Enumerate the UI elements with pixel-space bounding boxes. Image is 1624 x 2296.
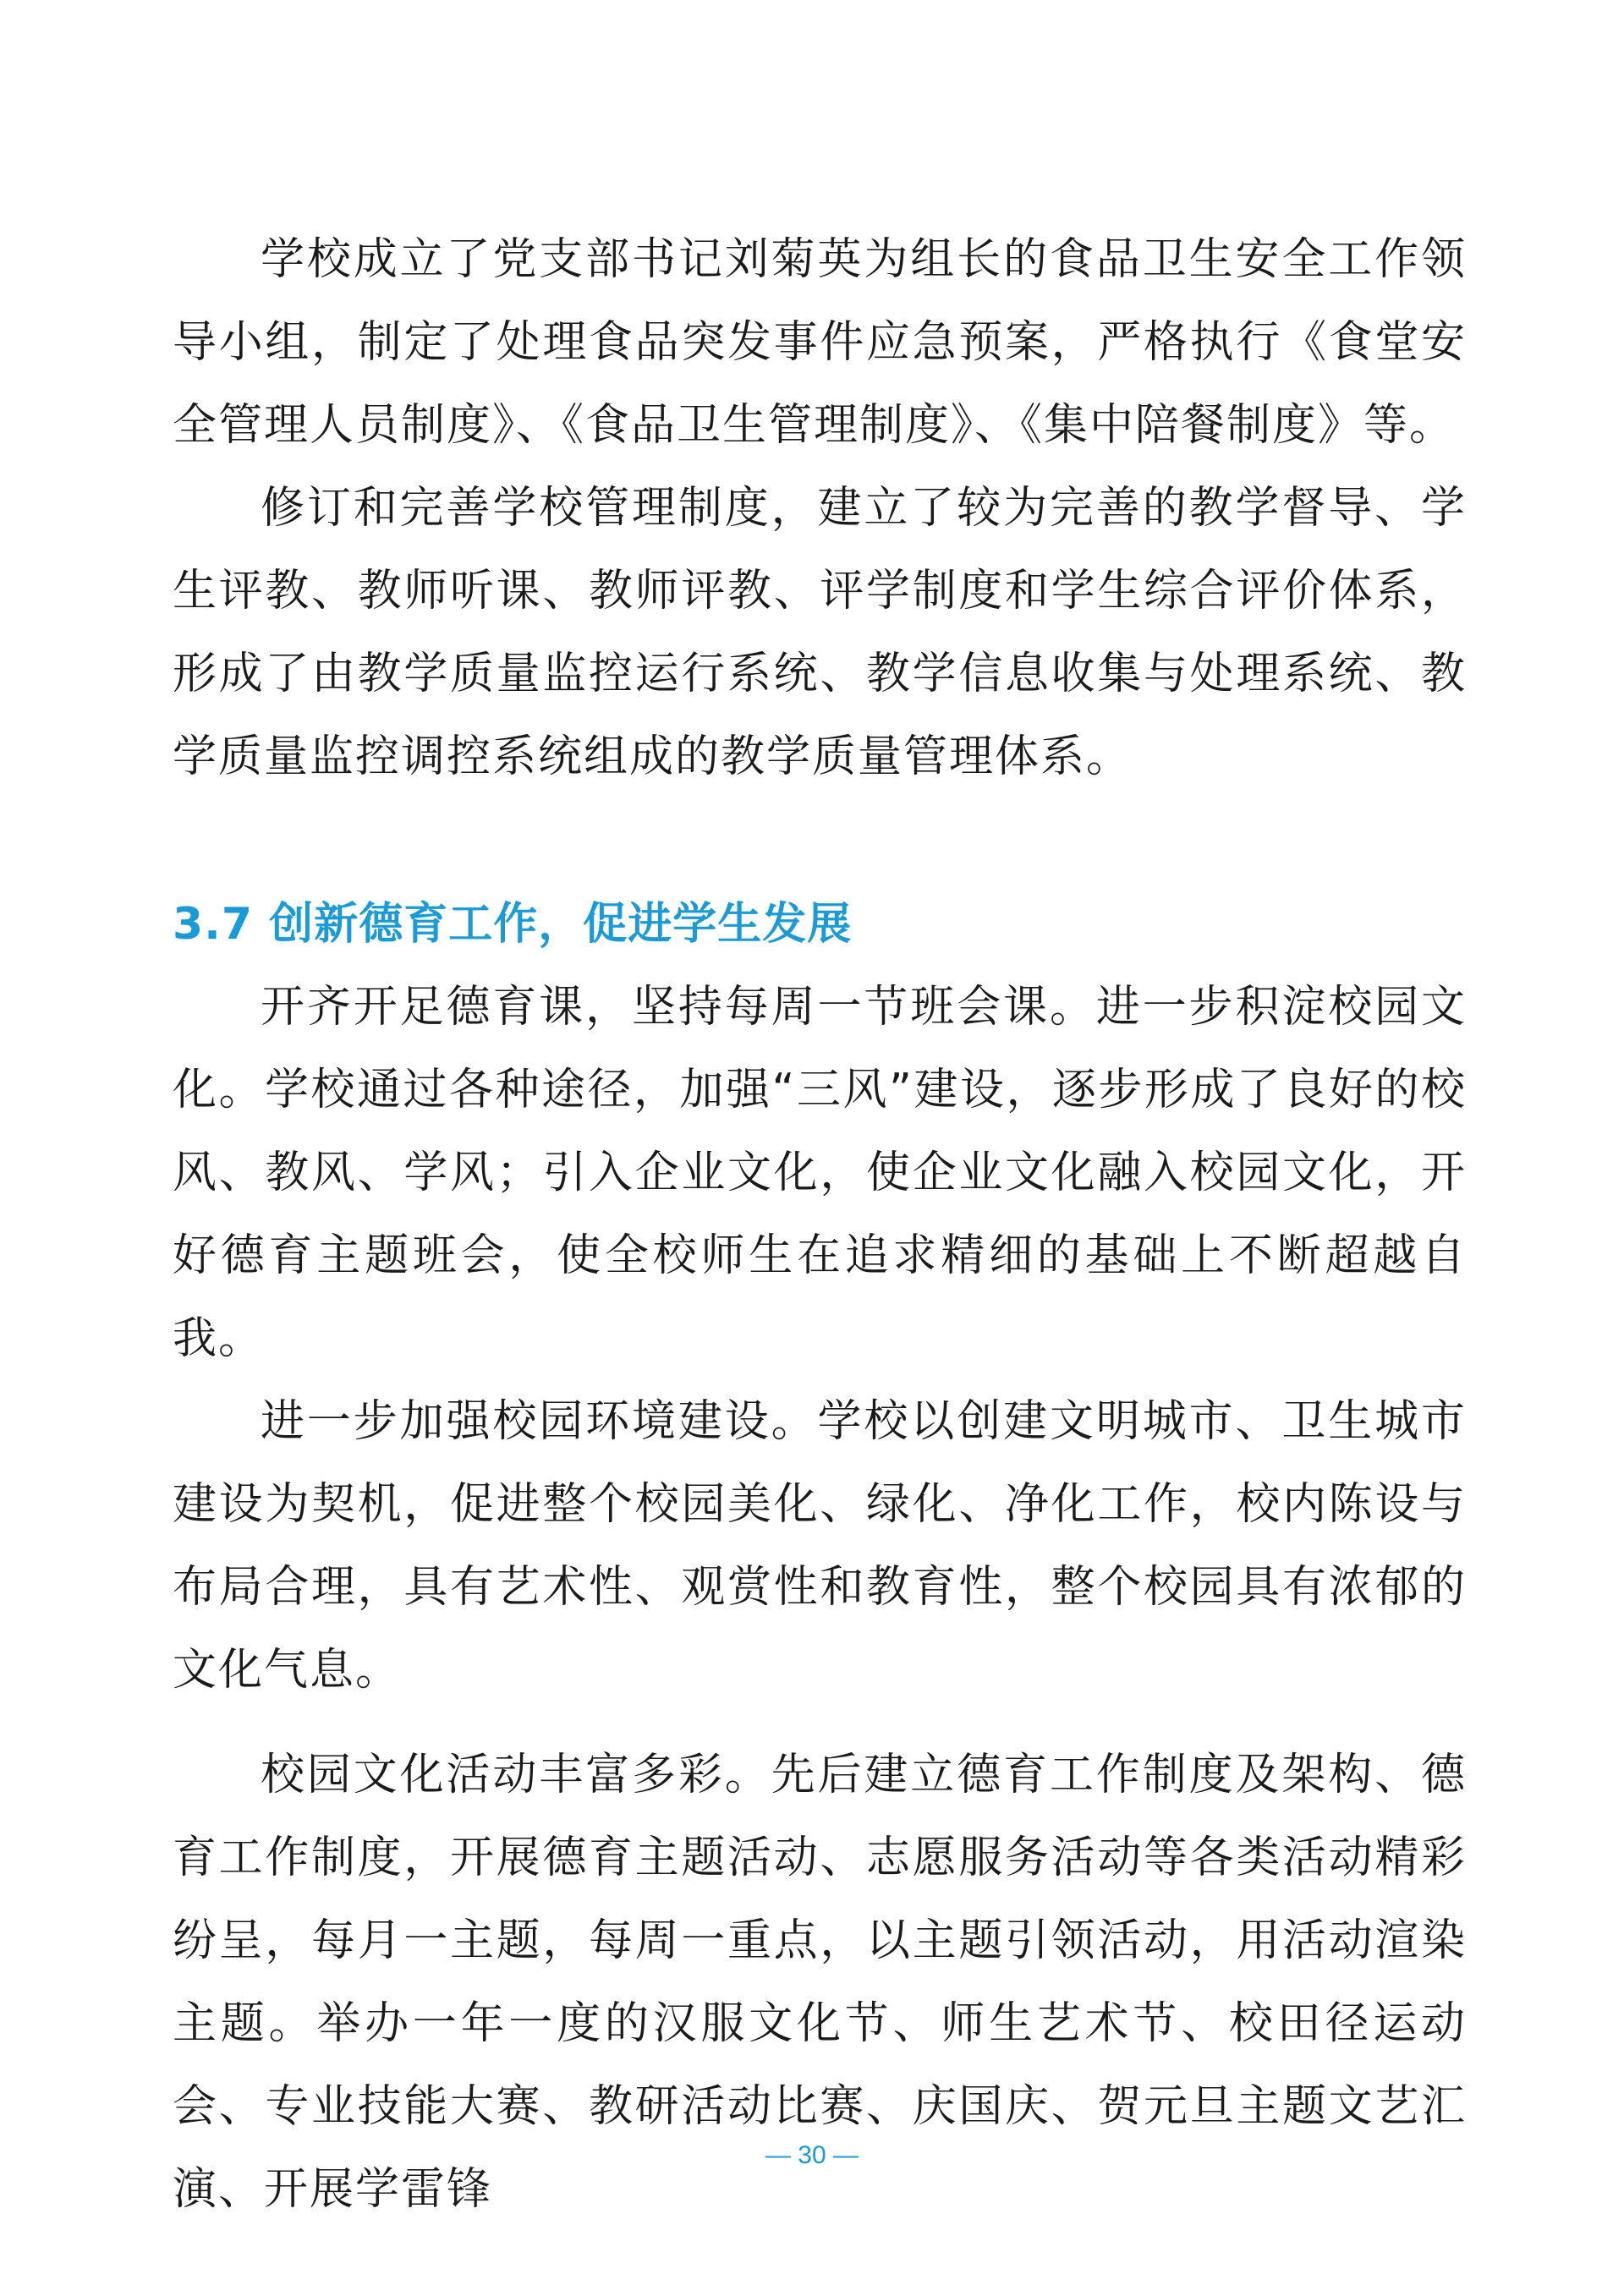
paragraph-campus-environment: 进一步加强校园环境建设。学校以创建文明城市、卫生城市建设为契机，促进整个校园美化、绿化、净化工作，校内陈设与布局合理，具有艺术性、观赏性和教育性，整个校园具有浓郁的文化气息。 (173, 1396, 1467, 1696)
section-heading: 3.7 创新德育工作，促进学生发展 (173, 899, 853, 950)
document-body (173, 218, 1467, 2231)
paragraph-campus-activities: 校园文化活动丰富多彩。先后建立德育工作制度及架构、德育工作制度，开展德育主题活动、志愿服务活动等各类活动精彩纷呈，每月一主题，每周一重点，以主题引领活动，用活动渲染主题。举办一年一度的汉服文化节、师生艺术节、校田径运动会、专业技能大赛、教研活动比赛、庆国庆、贺元旦主题文艺汇演、开展学雷锋 (173, 1750, 1467, 2215)
paragraph-management-system: 修订和完善学校管理制度，建立了较为完善的教学督导、学生评教、教师听课、教师评教、评学制度和学生综合评价体系，形成了由教学质量监控运行系统、教学信息收集与处理系统、教学质量监控调控系统组成的教学质量管理体系。 (173, 483, 1467, 782)
spacer (173, 798, 1467, 883)
spacer (173, 1712, 1467, 1734)
page-number: — 30 — (765, 2141, 859, 2169)
paragraph-food-safety: 学校成立了党支部书记刘菊英为组长的食品卫生安全工作领导小组，制定了处理食品突发事件应急预案，严格执行《食堂安全管理人员制度》、《食品卫生管理制度》、《集中陪餐制度》等。 (173, 234, 1467, 451)
paragraph-moral-education: 开齐开足德育课，坚持每周一节班会课。进一步积淀校园文化。学校通过各种途径，加强“三风”建设，逐步形成了良好的校风、教风、学风；引入企业文化，使企业文化融入校园文化，开好德育主题班会，使全校师生在追求精细的基础上不断超越自我。 (173, 982, 1467, 1364)
